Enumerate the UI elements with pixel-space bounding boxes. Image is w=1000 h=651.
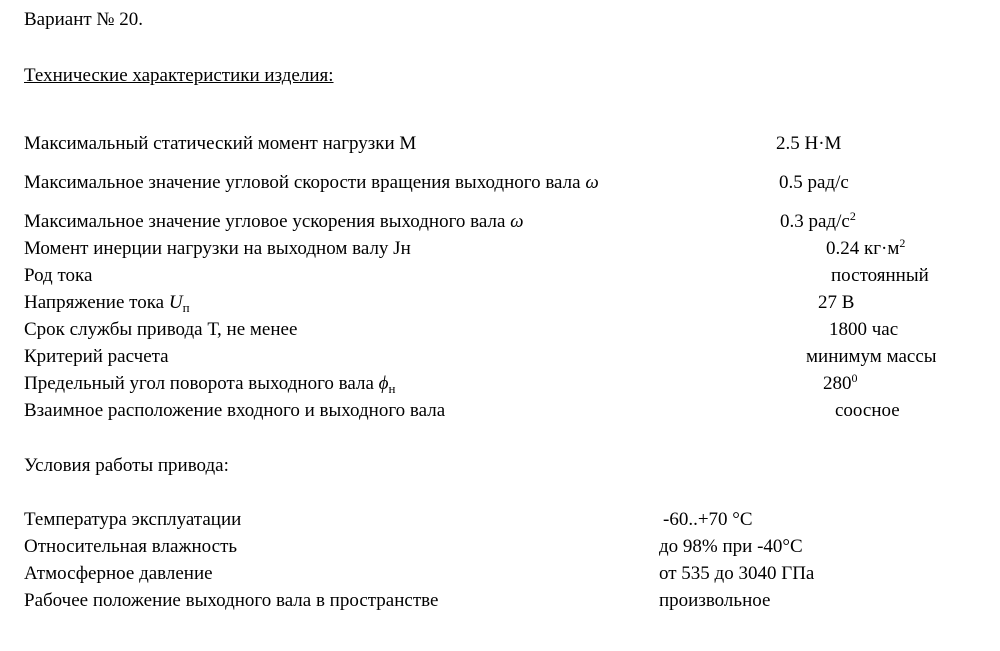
condition-row-0-value: -60..+70 °С — [663, 509, 753, 530]
conditions-heading: Условия работы привода: — [24, 455, 229, 476]
omega-symbol: ω — [585, 172, 599, 193]
spec-row-5-label — [24, 292, 190, 314]
spec-row-9-label: Взаимное расположение входного и выходного вала — [24, 400, 446, 421]
spec-row-4-value: постоянный — [831, 265, 929, 286]
condition-row-1-value: до 98% при -40°С — [659, 536, 803, 557]
spec-row-6-label: Срок службы привода Т, не менее — [24, 319, 298, 340]
spec-row-5-value: 27 В — [818, 292, 855, 313]
condition-row-2-label: Атмосферное давление — [24, 563, 213, 584]
spec-row-6-value: 1800 час — [829, 319, 899, 340]
u-subscript: п — [182, 300, 190, 315]
spec-row-8-label — [24, 373, 395, 395]
condition-row-0-label: Температура эксплуатации — [24, 509, 242, 530]
spec-row-5-label-text: Напряжение тока — [24, 292, 169, 313]
spec-row-8-value-sup: 0 — [851, 371, 858, 385]
spec-row-2-value-text: 0.3 рад/с — [780, 211, 850, 232]
spec-row-3-value — [826, 238, 905, 260]
spec-row-2-value — [780, 211, 856, 233]
spec-row-4-label: Род тока — [24, 265, 93, 286]
spec-row-1-label — [24, 172, 599, 194]
spec-row-8-label-text: Предельный угол поворота выходного вала — [24, 373, 379, 394]
condition-row-3-label: Рабочее положение выходного вала в пространстве — [24, 590, 439, 611]
condition-row-3-value: произвольное — [659, 590, 771, 611]
spec-row-3-value-sup: 2 — [899, 236, 906, 250]
omega-symbol: ω — [510, 211, 524, 232]
spec-row-0-label: Максимальный статический момент нагрузки М — [24, 133, 417, 154]
condition-row-2-value: от 535 до 3040 ГПа — [659, 563, 815, 584]
spec-row-2-label-text: Максимальное значение угловое ускорения выходного вала — [24, 211, 511, 232]
spec-row-3-value-text: 0.24 кг·м — [826, 238, 900, 259]
condition-row-1-label: Относительная влажность — [24, 536, 238, 557]
phi-subscript: н — [388, 381, 396, 396]
spec-row-3-label: Момент инерции нагрузки на выходном валу Jн — [24, 238, 411, 259]
spec-row-9-value: соосное — [835, 400, 900, 421]
u-symbol: U — [168, 292, 183, 313]
spec-row-0-value: 2.5 Н·М — [776, 133, 842, 154]
spec-row-7-label: Критерий расчета — [24, 346, 169, 367]
spec-heading: Технические характеристики изделия: — [24, 65, 334, 86]
spec-row-8-value-text: 280 — [823, 373, 852, 394]
spec-row-2-value-sup: 2 — [849, 209, 856, 223]
variant-title: Вариант № 20. — [24, 9, 144, 30]
phi-symbol: ϕ — [378, 373, 389, 394]
spec-row-7-value: минимум массы — [806, 346, 937, 367]
spec-row-8-value — [823, 373, 858, 395]
spec-row-1-label-text: Максимальное значение угловой скорости вращения выходного вала — [24, 172, 586, 193]
spec-row-1-value: 0.5 рад/с — [779, 172, 849, 193]
spec-row-2-label — [24, 211, 524, 233]
